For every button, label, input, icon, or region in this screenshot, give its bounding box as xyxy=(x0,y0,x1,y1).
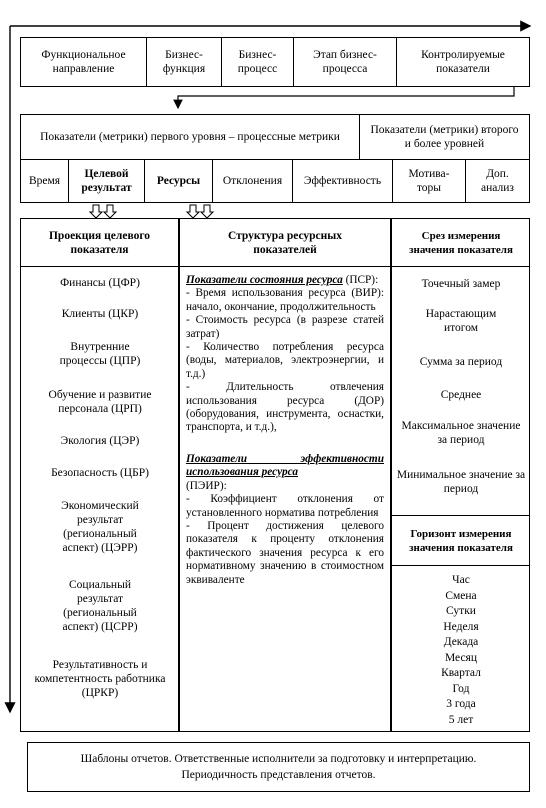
col3-header2-label: Горизонт измерения значения показателя xyxy=(409,527,513,554)
list-item: - Количество потребления ресурса (воды, материалов, электроэнергии, и т.д.) xyxy=(186,341,384,380)
row3-cell-motivators xyxy=(392,159,466,203)
list-item: Клиенты (ЦКР) xyxy=(61,308,139,320)
row1-label: Контролируемые показатели xyxy=(421,49,505,75)
row3-cell-extra-analysis xyxy=(465,159,530,203)
list-item: - Время использования ресурса (ВИР): начало, окончание, продолжительность xyxy=(186,287,384,313)
footer-report-templates xyxy=(27,742,530,792)
list-item: Нарастающим итогом xyxy=(425,308,497,334)
list-item: Квартал xyxy=(441,667,481,679)
col3-header-slice xyxy=(392,219,530,266)
col3-header-horizon xyxy=(392,516,530,565)
row1-cell-functional-direction xyxy=(20,37,147,87)
list-item: - Коэффициент отклонения от установленного норматива потребления xyxy=(186,493,384,519)
row3-cell-deviations xyxy=(212,159,293,203)
list-item: 3 года xyxy=(446,698,476,710)
list-item: Год xyxy=(452,682,470,695)
list-item: Экономический результат (региональный аспект) (ЦЭРР) xyxy=(61,500,139,554)
list-item: Социальный результат (региональный аспект) (ЦСРР) xyxy=(62,579,138,633)
row3-cell-efficiency xyxy=(292,159,393,203)
row3-label: Мотива-торы xyxy=(408,168,450,194)
col2-header xyxy=(180,219,390,266)
list-item: Декада xyxy=(443,636,479,648)
list-item: - Стоимость ресурса (в разрезе статей затрат) xyxy=(186,314,384,340)
list-item: Результативность и компетентность работника (ЦРКР) xyxy=(34,659,166,699)
row1-label: Этап бизнес-процесса xyxy=(313,49,377,75)
list-item: Минимальное значение за период xyxy=(396,469,526,495)
row3-label: Ресурсы xyxy=(156,175,201,187)
row2-first-level-metrics xyxy=(20,114,360,160)
list-item: Неделя xyxy=(443,620,479,633)
row1-label: Функциональное направление xyxy=(41,49,126,75)
row1-cell-controlled-indicators xyxy=(396,37,530,87)
row3-cell-target-result xyxy=(68,159,145,203)
row1-label: Бизнес-процесс xyxy=(237,49,278,75)
col1-header xyxy=(21,219,178,266)
list-item: - Процент достижения целевого показателя к проценту отклонения фактического значения ресурса к его нормативному значению в стоимостном эквиваленте xyxy=(186,519,384,586)
list-item: Час xyxy=(452,574,470,586)
list-item: Максимальное значение за период xyxy=(401,420,521,446)
col2-resource-structure xyxy=(186,274,384,587)
row1-cell-process-stage xyxy=(293,37,397,87)
sec1-title: Показатели состояния ресурса xyxy=(186,274,343,286)
col3-section-divider-bottom xyxy=(390,565,530,566)
down-arrow-target xyxy=(90,205,116,218)
list-item: Точечный замер xyxy=(421,278,501,290)
list-item: Сумма за период xyxy=(419,356,503,368)
col1-header-label: Проекция целевого показателя xyxy=(48,229,151,256)
sec2-abbr: (ПЭИР): xyxy=(186,479,227,492)
list-item: Месяц xyxy=(444,651,477,664)
list-item: Среднее xyxy=(440,389,482,401)
list-item: Безопасность (ЦБР) xyxy=(51,467,149,479)
row3-label: Время xyxy=(28,175,61,187)
col3-header1-label: Срез измерения значения показателя xyxy=(409,229,513,256)
row-connector-arrow xyxy=(178,86,514,108)
row3-cell-time xyxy=(20,159,69,203)
col-divider-1 xyxy=(178,218,180,732)
sec2-title: Показатели эффективности использования ресурса xyxy=(186,452,384,479)
row3-label: Доп. анализ xyxy=(481,168,514,194)
sec1-abbr: (ПСР): xyxy=(342,274,379,286)
col2-header-label: Структура ресурсных показателей xyxy=(227,229,343,256)
list-item: Сутки xyxy=(446,605,476,617)
list-item: Смена xyxy=(445,589,477,602)
row1-cell-business-process xyxy=(221,37,294,87)
row1-label: Бизнес-функция xyxy=(162,49,206,75)
col-divider-2 xyxy=(390,218,392,732)
row2-second-level-metrics xyxy=(359,114,530,160)
row3-cell-resources xyxy=(144,159,213,203)
header-divider xyxy=(20,266,530,267)
row2-left-label: Показатели (метрики) первого уровня – процессные метрики xyxy=(40,131,340,143)
footer-label: Шаблоны отчетов. Ответственные исполнители за подготовку и интерпретацию. Периодичность представления отчетов. xyxy=(80,753,477,781)
down-arrow-resources xyxy=(187,205,213,218)
col3-horizon-items xyxy=(396,573,526,728)
list-item: 5 лет xyxy=(448,713,474,726)
list-item: Обучение и развитие персонала (ЦРП) xyxy=(48,389,152,415)
list-item: - Длительность отвлечения использования ресурса (ДОР) (оборудования, инструмента, оснастки, транспорта, и т.д.), xyxy=(186,381,384,434)
row3-label: Отклонения xyxy=(222,175,283,187)
list-item: Внутренние процессы (ЦПР) xyxy=(59,341,141,367)
row3-label: Целевой результат xyxy=(81,168,132,194)
row2-right-label: Показатели (метрики) второго и более уровней xyxy=(370,124,519,150)
row1-cell-business-function xyxy=(146,37,222,87)
row3-label: Эффективность xyxy=(303,175,382,187)
list-item: Финансы (ЦФР) xyxy=(60,277,140,289)
list-item: Экология (ЦЭР) xyxy=(60,435,140,447)
